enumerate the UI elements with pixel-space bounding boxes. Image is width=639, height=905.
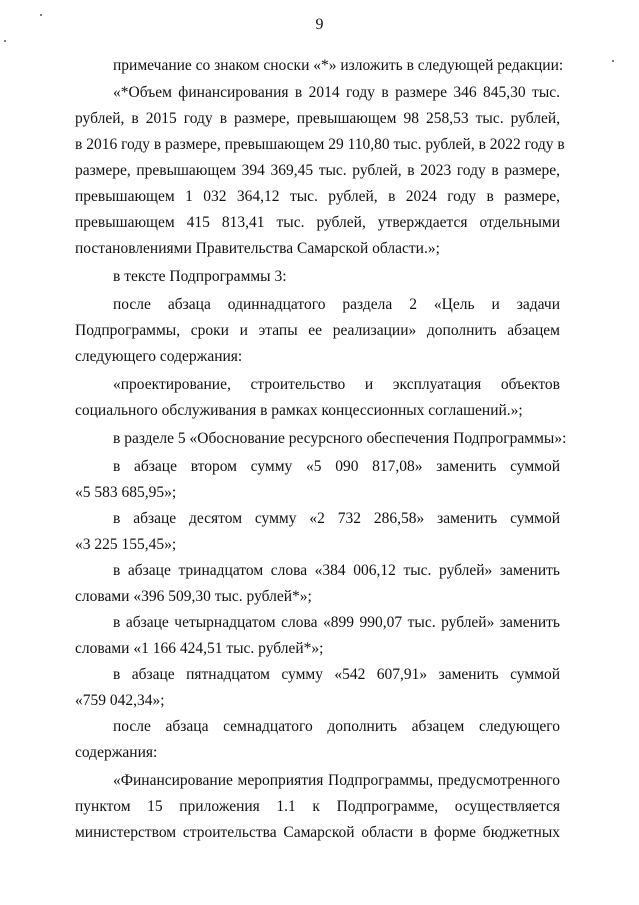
text-line: содержания: — [75, 744, 158, 761]
text-line: в тексте Подпрограммы 3: — [113, 268, 287, 285]
page-number: 9 — [315, 16, 324, 33]
text-line: примечание со знаком сноски «*» изложить в следующей редакции: — [113, 57, 564, 74]
text-line: «проектирование, строительство и эксплуатация объектов — [113, 376, 560, 393]
text-line: в абзаце тринадцатом слова «384 006,12 тыс. рублей» заменить — [113, 562, 560, 579]
text-line: в абзаце пятнадцатом сумму «542 607,91» заменить суммой — [113, 666, 560, 683]
text-line: в абзаце четырнадцатом слова «899 990,07 тыс. рублей» заменить — [113, 614, 560, 631]
text-line: «Финансирование мероприятия Подпрограммы, предусмотренного — [113, 772, 560, 789]
scan-speck — [4, 40, 6, 42]
text-line: пунктом 15 приложения 1.1 к Подпрограмме, осуществляется — [75, 798, 560, 815]
text-line: превышающем 1 032 364,12 тыс. рублей, в 2024 году в размере, — [75, 188, 560, 205]
text-line: социального обслуживания в рамках концессионных соглашений.»; — [75, 402, 523, 419]
text-line: в 2016 году в размере, превышающем 29 110,80 тыс. рублей, в 2022 году в — [75, 136, 565, 153]
text-line: следующего содержания: — [75, 348, 243, 365]
text-line: в разделе 5 «Обоснование ресурсного обеспечения Подпрограммы»: — [113, 430, 567, 447]
text-line: после абзаца семнадцатого дополнить абзацем следующего — [113, 718, 560, 735]
text-line: словами «396 509,30 тыс. рублей*»; — [75, 588, 312, 605]
text-line: «*Объем финансирования в 2014 году в размере 346 845,30 тыс. — [113, 84, 560, 101]
text-line: рублей, в 2015 году в размере, превышающем 98 258,53 тыс. рублей, — [75, 110, 560, 127]
text-line: «5 583 685,95»; — [75, 484, 177, 501]
scan-speck — [612, 60, 614, 62]
text-line: «759 042,34»; — [75, 692, 165, 709]
text-line: в абзаце втором сумму «5 090 817,08» заменить суммой — [113, 458, 560, 475]
text-line: после абзаца одиннадцатого раздела 2 «Цель и задачи — [113, 296, 560, 313]
text-line: превышающем 415 813,41 тыс. рублей, утверждается отдельными — [75, 214, 560, 231]
text-line: министерством строительства Самарской области в форме бюджетных — [75, 824, 560, 841]
text-line: постановлениями Правительства Самарской области.»; — [75, 240, 440, 257]
text-line: «3 225 155,45»; — [75, 536, 177, 553]
text-line: словами «1 166 424,51 тыс. рублей*»; — [75, 640, 324, 657]
text-line: в абзаце десятом сумму «2 732 286,58» заменить суммой — [113, 510, 560, 527]
text-line: размере, превышающем 394 369,45 тыс. рублей, в 2023 году в размере, — [75, 162, 560, 179]
text-line: Подпрограммы, сроки и этапы ее реализации» дополнить абзацем — [75, 322, 560, 339]
